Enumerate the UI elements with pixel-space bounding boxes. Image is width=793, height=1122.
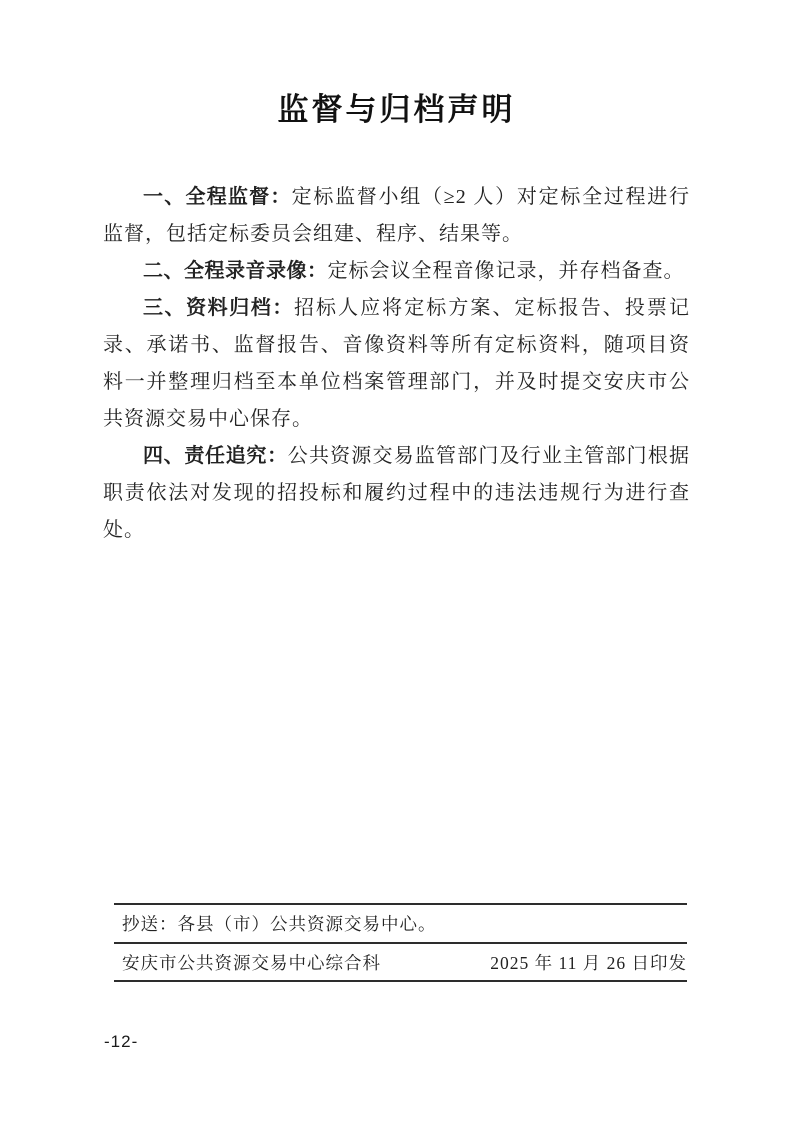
paragraph — [103, 438, 690, 549]
paragraph-text: 定标会议全程音像记录，并存档备查。 — [327, 260, 685, 282]
paragraph-text: 定标监督小组（≥2 人）对定标全过程进行监督，包括定标委员会组建、程序、结果等。 — [103, 186, 690, 245]
issuer-row — [114, 944, 687, 982]
cc-row — [114, 903, 687, 944]
page-title: 监督与归档声明 — [277, 92, 516, 127]
paragraph — [103, 253, 690, 290]
document-footer — [114, 903, 687, 982]
paragraph — [103, 179, 690, 253]
cc-line: 抄送：各县（市）公共资源交易中心。 — [122, 914, 437, 934]
paragraph-lead: 三、资料归档： — [143, 297, 294, 319]
paragraph-lead: 二、全程录音录像： — [143, 260, 328, 282]
paragraph — [103, 290, 690, 438]
print-date: 2025 年 11 月 26 日印发 — [490, 952, 687, 973]
paragraph-text: 公共资源交易监管部门及行业主管部门根据职责依法对发现的招投标和履约过程中的违法违规行为进行查处。 — [103, 445, 691, 541]
issuer-name: 安庆市公共资源交易中心综合科 — [122, 952, 381, 973]
paragraph-lead: 一、全程监督： — [143, 186, 292, 208]
page-number: -12- — [104, 1032, 139, 1051]
paragraph-lead: 四、责任追究： — [143, 445, 288, 467]
paragraph-text: 招标人应将定标方案、定标报告、投票记录、承诺书、监督报告、音像资料等所有定标资料，随项目资料一并整理归档至本单位档案管理部门，并及时提交安庆市公共资源交易中心保存。 — [103, 297, 690, 430]
body-text — [103, 179, 690, 549]
document-content — [103, 0, 690, 549]
